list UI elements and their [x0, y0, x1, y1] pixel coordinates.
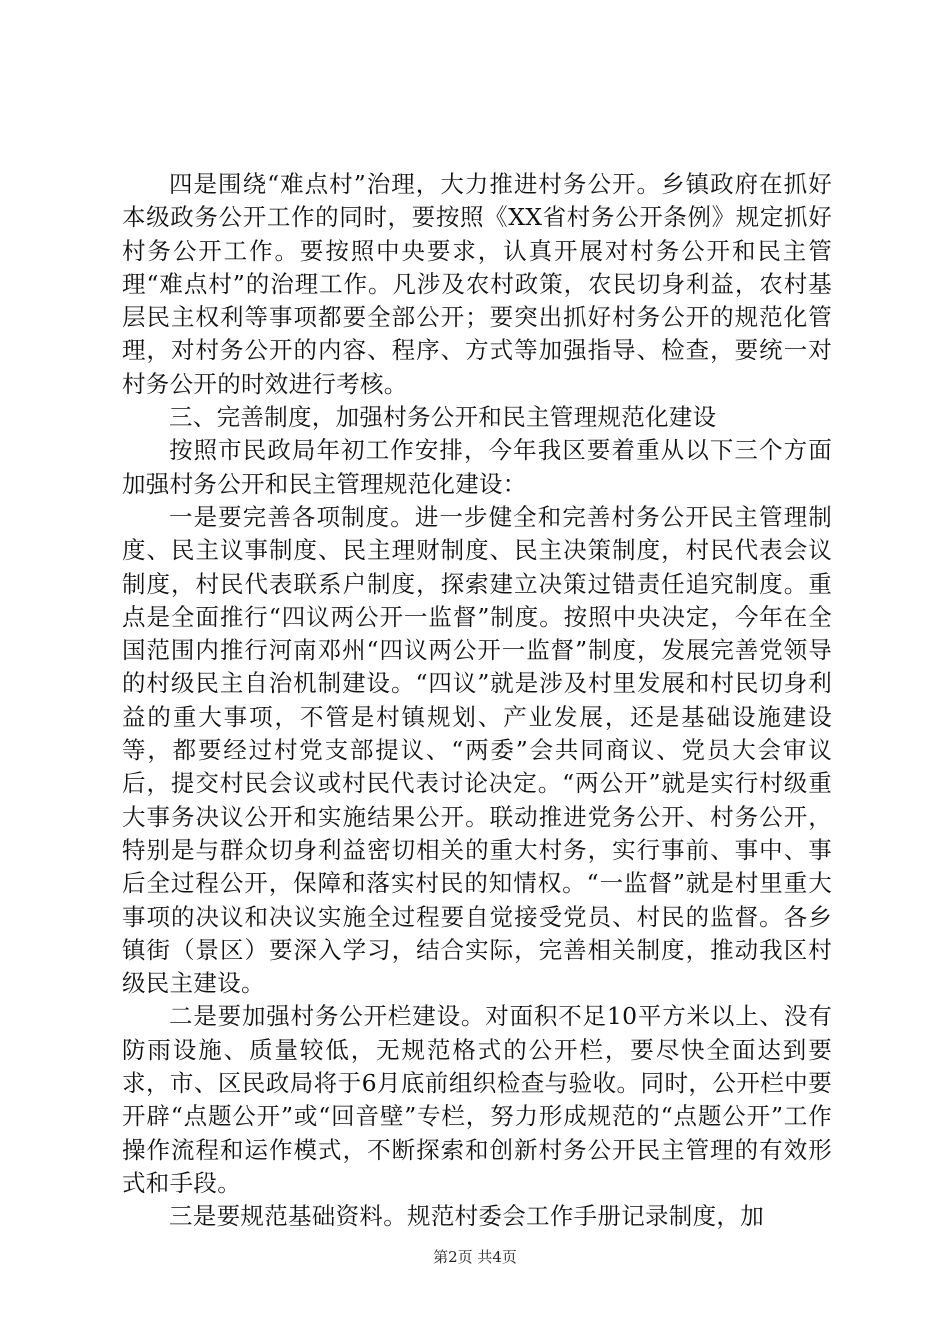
paragraph-basic-records: 三是要规范基础资料。规范村委会工作手册记录制度，加	[169, 1202, 764, 1231]
paragraph-bulletin-board: 二是要加强村务公开栏建设。对面积不足10平方米以上、没有防雨设施、质量较低，无规范格式的公开栏，要尽快全面达到要求，市、区民政局将于6月底前组织检查与验收。同时，公开栏中要开辟“点题公开”或“回音壁”专栏，努力形成规范的“点题公开”工作操作流程和运作模式，不断探索和创新村务公开民主管理的有效形式和手段。	[122, 1002, 832, 1197]
paragraph-arrangement: 按照市民政局年初工作安排，今年我区要着重从以下三个方面加强村务公开和民主管理规范化建设：	[122, 436, 832, 498]
document-body	[122, 168, 832, 1234]
section-heading-three: 三、完善制度，加强村务公开和民主管理规范化建设	[169, 403, 717, 432]
page-footer: 第2页 共4页	[433, 1248, 517, 1266]
paragraph-improve-systems: 一是要完善各项制度。进一步健全和完善村务公开民主管理制度、民主议事制度、民主理财制度、民主决策制度，村民代表会议制度，村民代表联系户制度，探索建立决策过错责任追究制度。重点是全面推行“四议两公开一监督”制度。按照中央决定，今年在全国范围内推行河南邓州“四议两公开一监督”制度，发展完善党领导的村级民主自治机制建设。“四议”就是涉及村里发展和村民切身利益的重大事项，不管是村镇规划、产业发展，还是基础设施建设等，都要经过村党支部提议、“两委”会共同商议、党员大会审议后，提交村民会议或村民代表讨论决定。“两公开”就是实行村级重大事务决议公开和实施结果公开。联动推进党务公开、村务公开，特别是与群众切身利益密切相关的重大村务，实行事前、事中、事后全过程公开，保障和落实村民的知情权。“一监督”就是村里重大事项的决议和决议实施全过程要自觉接受党员、村民的监督。各乡镇街（景区）要深入学习，结合实际，完善相关制度，推动我区村级民主建设。	[122, 502, 832, 998]
paragraph-village-openness: 四是围绕“难点村”治理，大力推进村务公开。乡镇政府在抓好本级政务公开工作的同时，要按照《XX省村务公开条例》规定抓好村务公开工作。要按照中央要求，认真开展对村务公开和民主管理“难点村”的治理工作。凡涉及农村政策，农民切身利益，农村基层民主权利等事项都要全部公开；要突出抓好村务公开的规范化管理，对村务公开的内容、程序、方式等加强指导、检查，要统一对村务公开的时效进行考核。	[122, 170, 832, 398]
